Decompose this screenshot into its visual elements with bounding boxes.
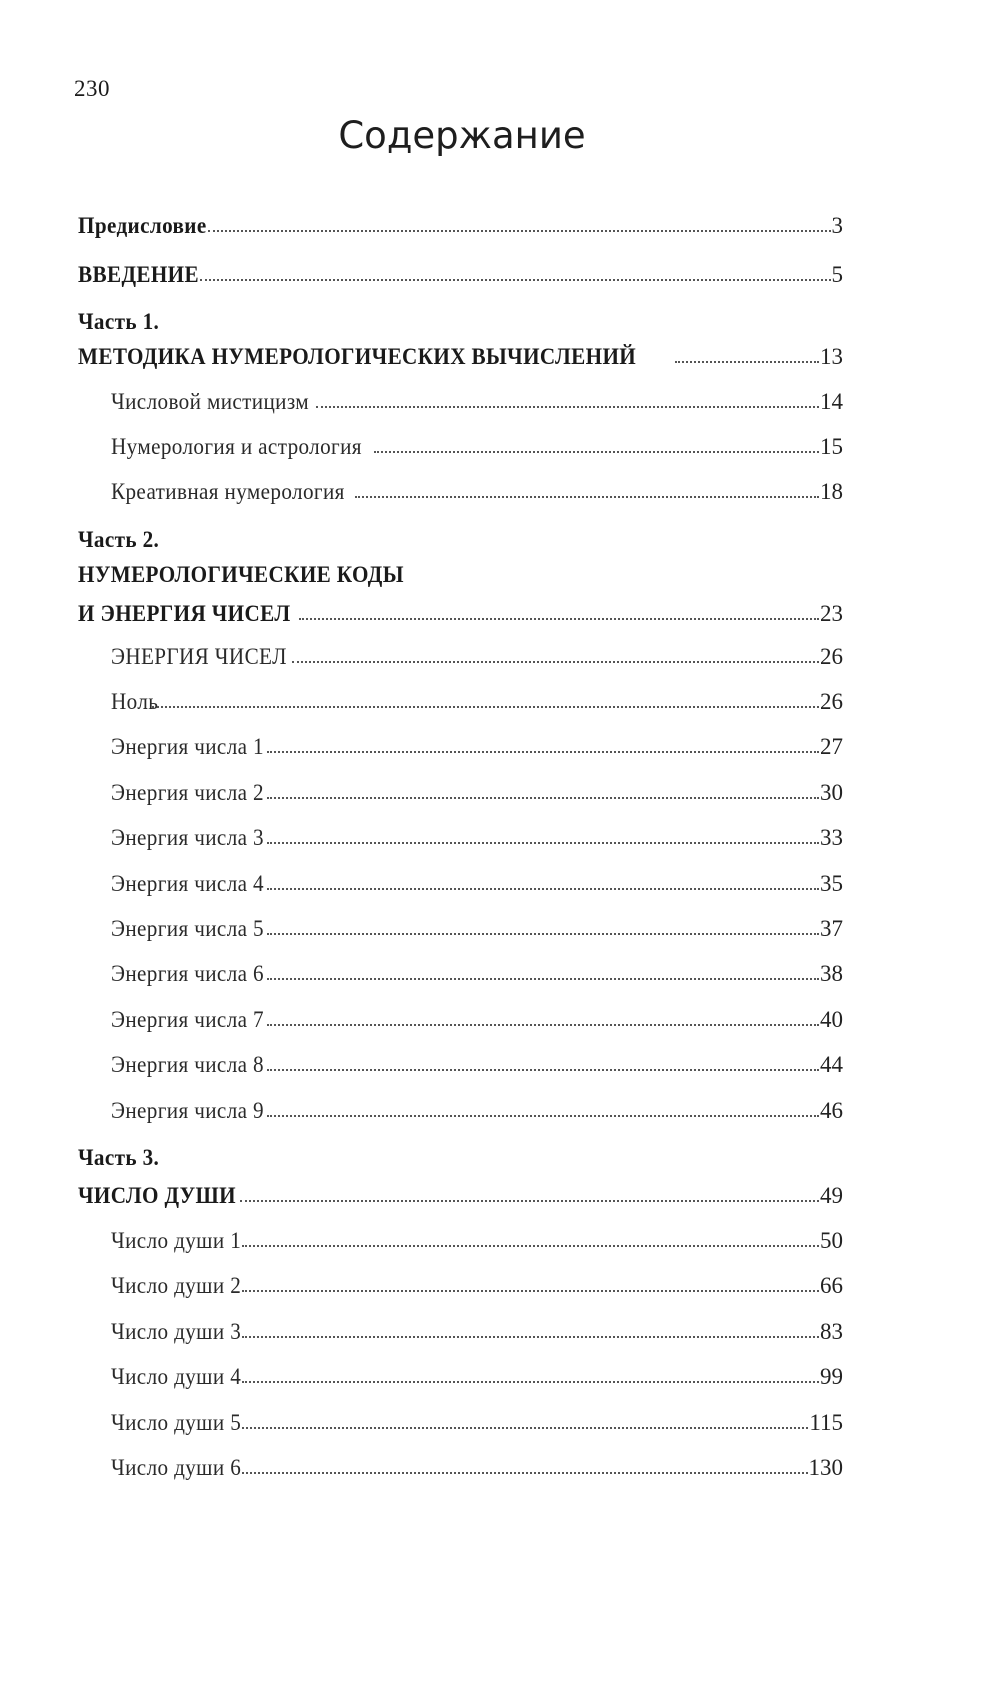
toc-entry-page-number: 33 xyxy=(820,825,843,850)
dot-leader xyxy=(355,496,819,498)
toc-entry-page-number: 35 xyxy=(820,871,843,896)
toc-entry[interactable] xyxy=(111,1098,843,1130)
toc-entry[interactable] xyxy=(111,1455,843,1487)
dot-leader xyxy=(675,361,819,363)
dot-leader xyxy=(267,888,819,890)
dot-leader xyxy=(267,797,819,799)
toc-entry-title: Число души 4 xyxy=(111,1364,242,1389)
toc-entry-page-number: 27 xyxy=(820,734,843,759)
dot-leader xyxy=(242,1336,819,1338)
toc-entry[interactable] xyxy=(78,344,843,376)
dot-leader xyxy=(242,1427,808,1429)
toc-entry-title: Креативная нумерология xyxy=(111,479,345,504)
dot-leader xyxy=(242,1472,807,1474)
toc-entry-title: Число души 3 xyxy=(111,1319,242,1344)
toc-entry-page-number: 3 xyxy=(831,213,843,238)
toc-entry-page-number: 83 xyxy=(820,1319,843,1344)
toc-entry-page-number: 130 xyxy=(808,1455,843,1480)
toc-entry-page-number: 14 xyxy=(820,389,843,414)
toc-entry-title: Часть 3. xyxy=(78,1145,160,1170)
toc-entry-title: ВВЕДЕНИЕ xyxy=(78,262,199,287)
dot-leader xyxy=(267,1069,819,1071)
toc-entry-title: ЭНЕРГИЯ ЧИСЕЛ xyxy=(111,644,287,669)
toc-entry-title: МЕТОДИКА НУМЕРОЛОГИЧЕСКИХ ВЫЧИСЛЕНИЙ xyxy=(78,344,637,369)
toc-entry-title: ЧИСЛО ДУШИ xyxy=(78,1183,236,1208)
toc-entry-title: Число души 2 xyxy=(111,1273,242,1298)
dot-leader xyxy=(267,751,819,753)
toc-entry-title: Часть 1. xyxy=(78,309,160,334)
dot-leader xyxy=(267,1115,819,1117)
toc-entry[interactable] xyxy=(111,825,843,857)
toc-entry[interactable] xyxy=(111,780,843,812)
toc-entry-page-number: 40 xyxy=(820,1007,843,1032)
toc-entry-title: Предисловие xyxy=(78,213,207,238)
toc-entry[interactable] xyxy=(78,262,843,294)
toc-part-heading xyxy=(78,527,166,559)
dot-leader xyxy=(242,1245,819,1247)
toc-entry-title: Энергия числа 7 xyxy=(111,1007,264,1032)
toc-entry[interactable] xyxy=(111,1319,843,1351)
toc-entry[interactable] xyxy=(111,1410,843,1442)
toc-entry-page-number: 23 xyxy=(820,601,843,626)
toc-entry[interactable] xyxy=(111,389,843,421)
toc-part-heading xyxy=(78,1145,166,1177)
toc-entry[interactable] xyxy=(111,1052,843,1084)
dot-leader xyxy=(299,618,819,620)
toc-entry[interactable] xyxy=(111,1007,843,1039)
dot-leader xyxy=(200,279,831,281)
page-title: Содержание xyxy=(338,114,586,157)
toc-entry-page-number: 13 xyxy=(820,344,843,369)
toc-entry[interactable] xyxy=(111,1364,843,1396)
toc-entry[interactable] xyxy=(78,601,843,633)
toc-entry-page-number: 99 xyxy=(820,1364,843,1389)
dot-leader xyxy=(242,1381,819,1383)
toc-entry-title: Число души 5 xyxy=(111,1410,242,1435)
toc-entry-title: Энергия числа 6 xyxy=(111,961,264,986)
toc-entry-page-number: 49 xyxy=(820,1183,843,1208)
dot-leader xyxy=(316,406,819,408)
toc-entry-title: Энергия числа 5 xyxy=(111,916,264,941)
toc-entry-title: Число души 1 xyxy=(111,1228,242,1253)
dot-leader xyxy=(267,933,819,935)
toc-entry[interactable] xyxy=(111,871,843,903)
toc-entry-page-number: 18 xyxy=(820,479,843,504)
dot-leader xyxy=(267,842,819,844)
toc-entry-page-number: 66 xyxy=(820,1273,843,1298)
dot-leader xyxy=(242,1290,819,1292)
dot-leader xyxy=(374,451,819,453)
toc-entry-title: НУМЕРОЛОГИЧЕСКИЕ КОДЫ xyxy=(78,562,404,587)
toc-entry-page-number: 115 xyxy=(809,1410,843,1435)
toc-entry[interactable] xyxy=(78,1183,843,1215)
toc-entry-page-number: 46 xyxy=(820,1098,843,1123)
dot-leader xyxy=(208,230,831,232)
toc-entry-title: И ЭНЕРГИЯ ЧИСЕЛ xyxy=(78,601,291,626)
toc-entry-title: Числовой мистицизм xyxy=(111,389,310,414)
dot-leader xyxy=(292,661,819,663)
toc-entry-title: Энергия числа 8 xyxy=(111,1052,264,1077)
toc-entry[interactable] xyxy=(111,479,843,511)
toc-entry-title: Энергия числа 2 xyxy=(111,780,264,805)
toc-entry-page-number: 38 xyxy=(820,961,843,986)
toc-entry-title: Ноль xyxy=(111,689,159,714)
toc-entry-page-number: 26 xyxy=(820,689,843,714)
toc-entry[interactable] xyxy=(111,1273,843,1305)
toc-entry[interactable] xyxy=(78,213,843,245)
toc-entry-title: Энергия числа 9 xyxy=(111,1098,264,1123)
toc-entry-title: Энергия числа 1 xyxy=(111,734,264,759)
toc-entry[interactable] xyxy=(111,961,843,993)
toc-entry-title: Часть 2. xyxy=(78,527,160,552)
toc-entry-page-number: 5 xyxy=(831,262,843,287)
toc-part-heading xyxy=(78,562,432,594)
toc-entry[interactable] xyxy=(111,689,843,721)
dot-leader xyxy=(267,978,819,980)
toc-entry-page-number: 30 xyxy=(820,780,843,805)
toc-entry-page-number: 37 xyxy=(820,916,843,941)
toc-entry-page-number: 26 xyxy=(820,644,843,669)
toc-entry[interactable] xyxy=(111,644,843,676)
toc-entry[interactable] xyxy=(111,734,843,766)
toc-part-heading xyxy=(78,309,166,341)
page-number: 230 xyxy=(74,76,110,101)
dot-leader xyxy=(152,706,819,708)
toc-entry-title: Нумерология и астрология xyxy=(111,434,362,459)
toc-entry-title: Число души 6 xyxy=(111,1455,242,1480)
toc-entry-title: Энергия числа 4 xyxy=(111,871,264,896)
dot-leader xyxy=(267,1024,819,1026)
toc-entry-page-number: 15 xyxy=(820,434,843,459)
toc-entry-page-number: 50 xyxy=(820,1228,843,1253)
toc-entry[interactable] xyxy=(111,434,843,466)
toc-entry[interactable] xyxy=(111,916,843,948)
toc-entry-title: Энергия числа 3 xyxy=(111,825,264,850)
toc-entry[interactable] xyxy=(111,1228,843,1260)
toc-entry-page-number: 44 xyxy=(820,1052,843,1077)
dot-leader xyxy=(240,1200,819,1202)
